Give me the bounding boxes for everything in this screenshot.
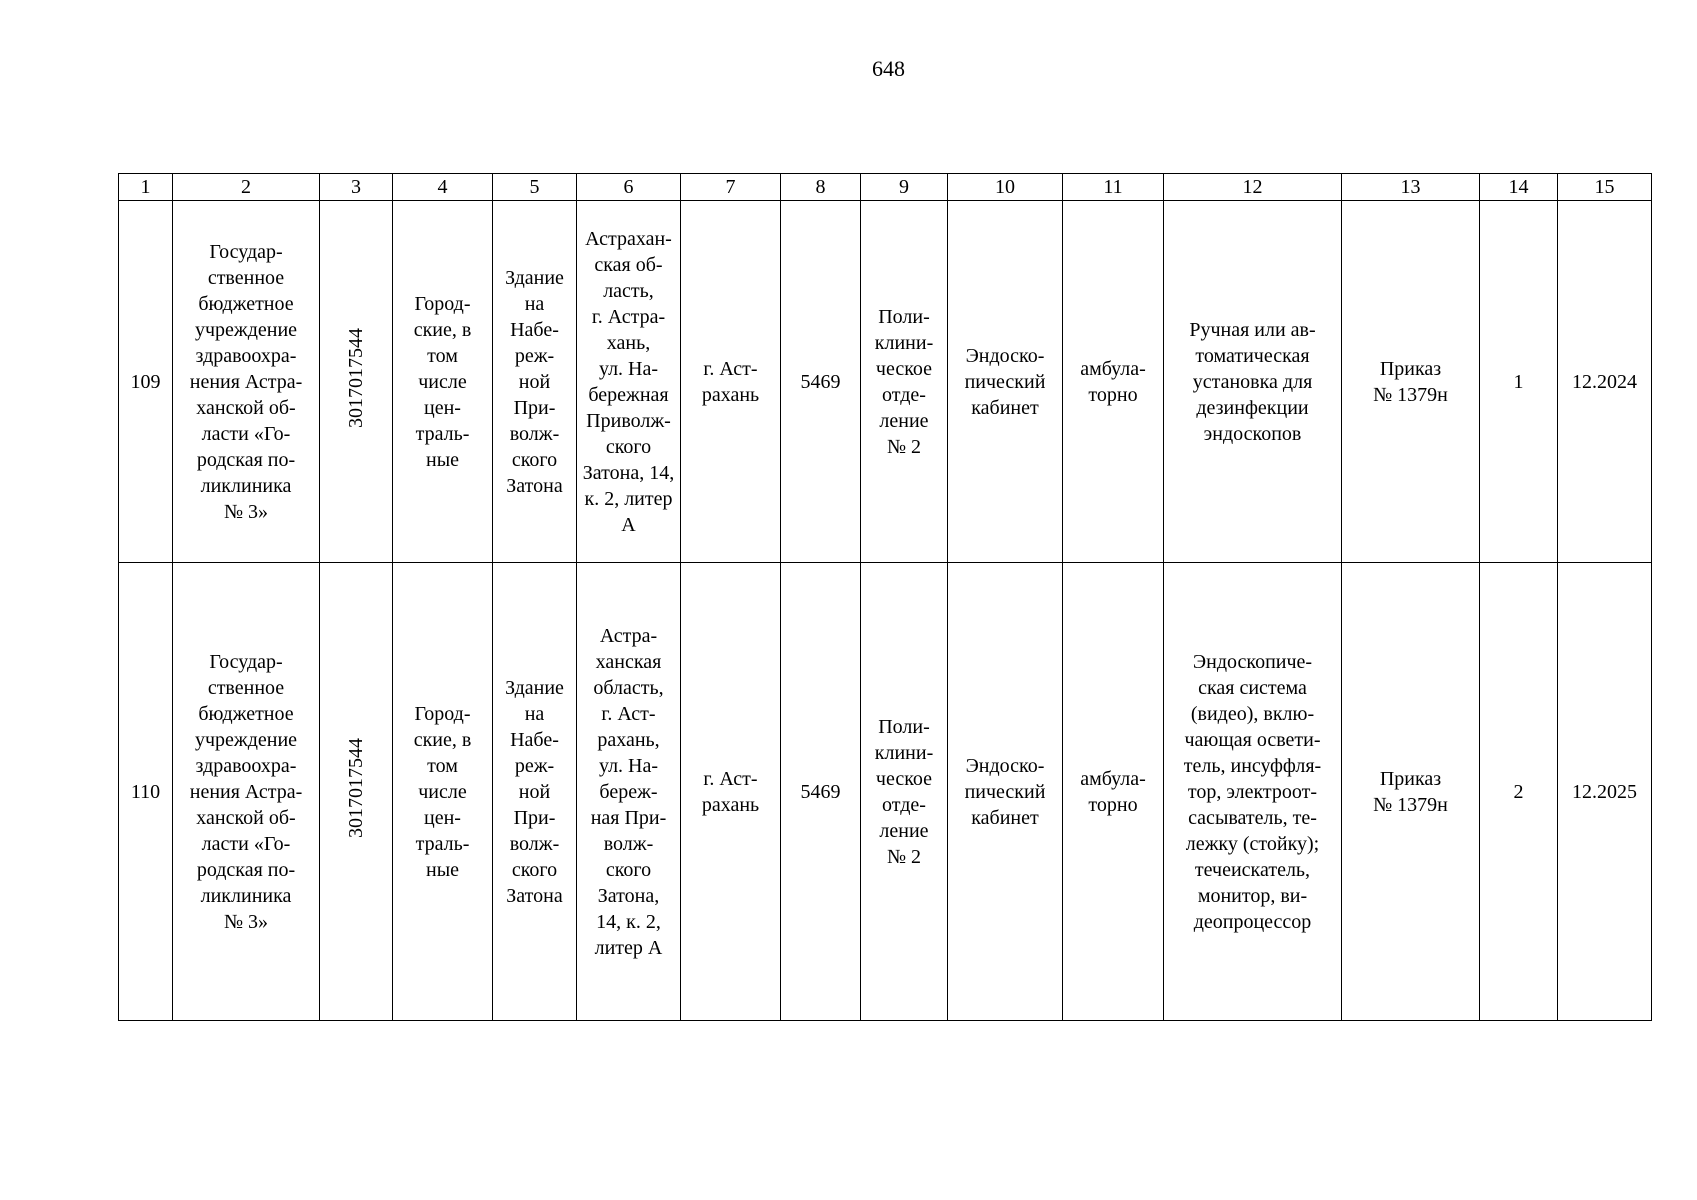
date-cell: 12.2024 <box>1558 201 1652 563</box>
header-cell-4: 4 <box>393 174 493 201</box>
header-cell-7: 7 <box>681 174 781 201</box>
building-cell: Здание на Набе- реж- ной При- волж- ского Затона <box>493 201 577 563</box>
header-row <box>119 174 1652 201</box>
equipment-table <box>118 173 1652 1021</box>
date-cell: 12.2025 <box>1558 563 1652 1021</box>
header-cell-9: 9 <box>861 174 948 201</box>
organization-cell: Государ- ственное бюджетное учреждение здравоохра- нения Астра- ханской об- ласти «Го- родская по- ликлиника № 3» <box>173 201 320 563</box>
row-number-cell: 109 <box>119 201 173 563</box>
inn-vertical-text: 3017017544 <box>345 738 367 838</box>
room-cell: Эндоско- пический кабинет <box>948 201 1063 563</box>
table-row <box>119 563 1652 1021</box>
order-cell: Приказ № 1379н <box>1342 201 1480 563</box>
header-cell-13: 13 <box>1342 174 1480 201</box>
care-mode-cell: амбула- торно <box>1063 201 1164 563</box>
table-row <box>119 201 1652 563</box>
city-cell: г. Аст- рахань <box>681 563 781 1021</box>
header-cell-2: 2 <box>173 174 320 201</box>
inn-cell <box>320 563 393 1021</box>
department-cell: Поли- клини- ческое отде- ление № 2 <box>861 201 948 563</box>
quantity-cell: 1 <box>1480 201 1558 563</box>
equipment-cell: Ручная или ав- томатическая установка для дезинфекции эндоскопов <box>1164 201 1342 563</box>
order-cell: Приказ № 1379н <box>1342 563 1480 1021</box>
header-cell-3: 3 <box>320 174 393 201</box>
code-cell: 5469 <box>781 563 861 1021</box>
header-cell-6: 6 <box>577 174 681 201</box>
building-cell: Здание на Набе- реж- ной При- волж- ского Затона <box>493 563 577 1021</box>
header-cell-5: 5 <box>493 174 577 201</box>
care-mode-cell: амбула- торно <box>1063 563 1164 1021</box>
header-cell-12: 12 <box>1164 174 1342 201</box>
header-cell-14: 14 <box>1480 174 1558 201</box>
row-number-cell: 110 <box>119 563 173 1021</box>
inn-vertical-text: 3017017544 <box>345 328 367 428</box>
department-cell: Поли- клини- ческое отде- ление № 2 <box>861 563 948 1021</box>
header-cell-1: 1 <box>119 174 173 201</box>
city-cell: г. Аст- рахань <box>681 201 781 563</box>
page-number: 648 <box>872 56 905 81</box>
code-cell: 5469 <box>781 201 861 563</box>
equipment-cell: Эндоскопиче- ская система (видео), вклю- чающая освети- тель, инсуффля- тор, электроот- сасыватель, те- лежку (стойку); течеискатель, монитор, ви- деопроцессор <box>1164 563 1342 1021</box>
quantity-cell: 2 <box>1480 563 1558 1021</box>
address-cell: Астрахан- ская об- ласть, г. Астра- хань, ул. На- бережная Приволж- ского Затона, 14, к. 2, литер А <box>577 201 681 563</box>
organization-cell: Государ- ственное бюджетное учреждение здравоохра- нения Астра- ханской об- ласти «Го- родская по- ликлиника № 3» <box>173 563 320 1021</box>
locality-type-cell: Город- ские, в том числе цен- траль- ные <box>393 563 493 1021</box>
header-cell-8: 8 <box>781 174 861 201</box>
header-cell-15: 15 <box>1558 174 1652 201</box>
inn-cell <box>320 201 393 563</box>
address-cell: Астра- ханская область, г. Аст- рахань, ул. На- береж- ная При- волж- ского Затона, 14, к. 2, литер А <box>577 563 681 1021</box>
header-cell-10: 10 <box>948 174 1063 201</box>
header-cell-11: 11 <box>1063 174 1164 201</box>
locality-type-cell: Город- ские, в том числе цен- траль- ные <box>393 201 493 563</box>
room-cell: Эндоско- пический кабинет <box>948 563 1063 1021</box>
